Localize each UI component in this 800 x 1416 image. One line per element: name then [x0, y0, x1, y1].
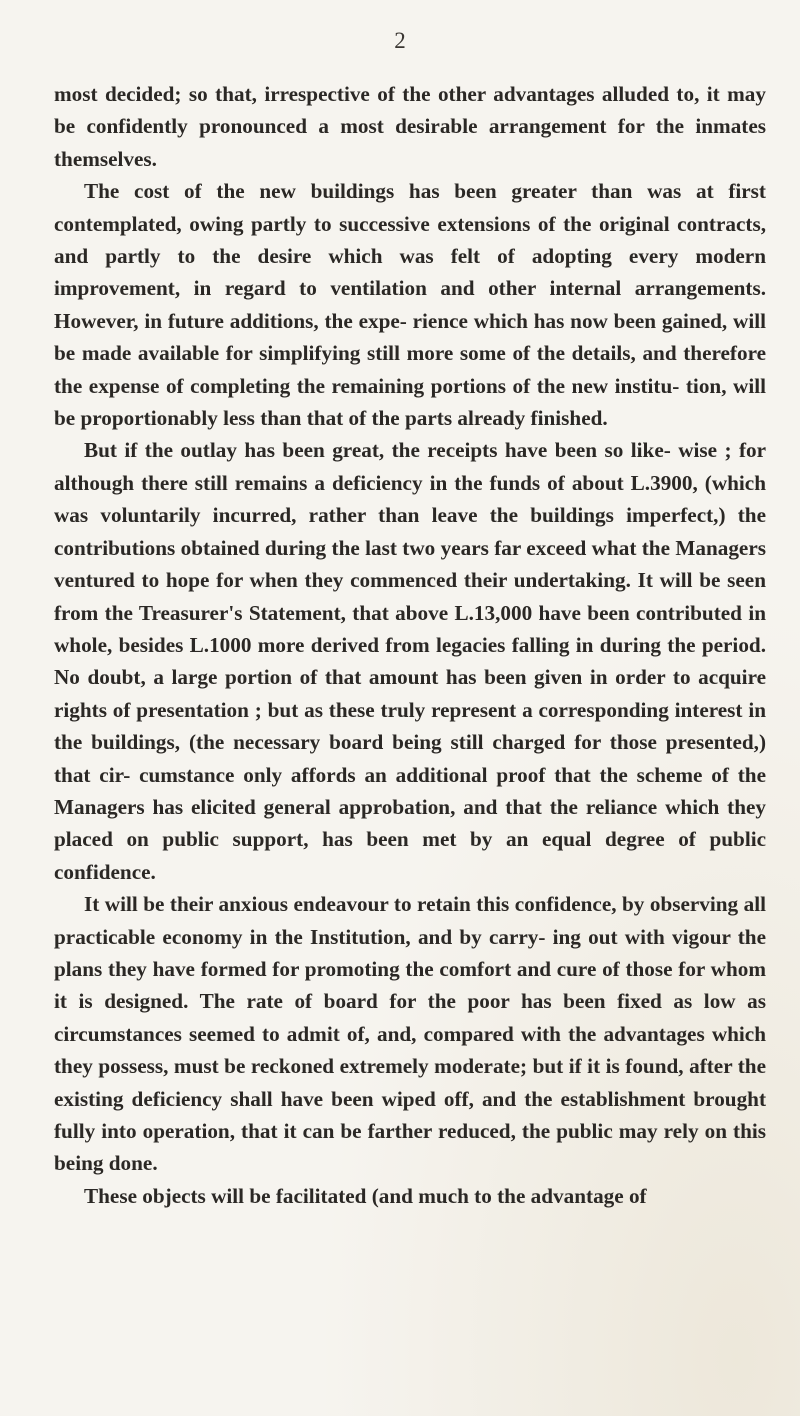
paragraph-1: most decided; so that, irrespective of the other advantages alluded to, it may be confidently pronounced a most desirable arrangement for the inmates themselves.	[54, 82, 766, 171]
paragraph-2: The cost of the new buildings has been greater than was at first contemplated, owing partly to successive extensions of the original contracts, and partly to the desire which was felt of adopting every modern improvement, in regard to ventilation and other internal arrangements. However, in future additions, the expe- rience which has now been gained, will be made available for simplifying still more some of the details, and therefore the expense of completing the remaining portions of the new institu- tion, will be proportionably less than that of the parts already finished.	[54, 179, 766, 431]
paragraph-5: These objects will be facilitated (and much to the advantage of	[84, 1183, 647, 1208]
body-text	[54, 78, 766, 1212]
paragraph-3: But if the outlay has been great, the receipts have been so like- wise ; for although there still remains a deficiency in the funds of about L.3900, (which was voluntarily incurred, rather than leave the buildings imperfect,) the contributions obtained during the last two years far exceed what the Managers ventured to hope for when they commenced their undertaking. It will be seen from the Treasurer's Statement, that above L.13,000 have been contributed in whole, besides L.1000 more derived from legacies falling in during the period. No doubt, a large portion of that amount has been given in order to acquire rights of presentation ; but as these truly represent a corresponding interest in the buildings, (the necessary board being still charged for those presented,) that cir- cumstance only affords an additional proof that the scheme of the Managers has elicited general approbation, and that the reliance which they placed on public support, has been met by an equal degree of public confidence.	[54, 438, 766, 884]
page-number: 2	[394, 28, 406, 53]
paragraph-4: It will be their anxious endeavour to retain this confidence, by observing all practicable economy in the Institution, and by carry- ing out with vigour the plans they have formed for promoting the comfort and cure of those for whom it is designed. The rate of board for the poor has been fixed as low as circumstances seemed to admit of, and, compared with the advantages which they possess, must be reckoned extremely moderate; but if it is found, after the existing deficiency shall have been wiped off, and the establishment brought fully into operation, that it can be farther reduced, the public may rely on this being done.	[54, 892, 766, 1176]
